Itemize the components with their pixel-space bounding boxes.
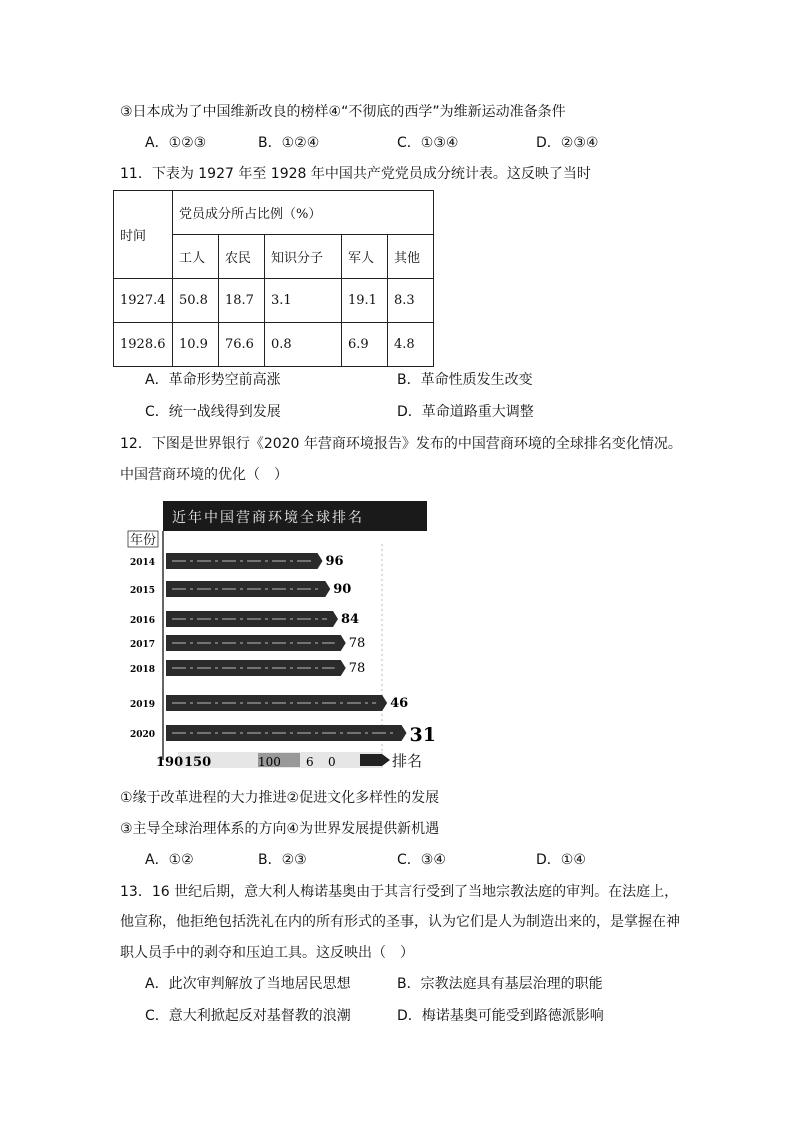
q12-options-line2: ③主导全球治理体系的方向④为世界发展提供新机遇 xyxy=(120,821,440,837)
group-header-cell: 党员成分所占比例（%） xyxy=(173,191,434,235)
q11-stats-table xyxy=(113,190,434,367)
x-axis-arrow xyxy=(360,754,390,766)
q11-choice-a: A．革命形势空前高涨 xyxy=(145,372,281,388)
bar-value-label: 46 xyxy=(390,696,409,711)
q11-choice-d: D．革命道路重大调整 xyxy=(397,404,534,420)
bar-category-label: 2016 xyxy=(130,616,156,626)
bar-category-label: 2017 xyxy=(130,640,156,650)
q13-choice-a: A．此次审判解放了当地居民思想 xyxy=(145,976,351,992)
q10-choice-a: A．①②③ xyxy=(145,135,207,151)
table-cell: 8.3 xyxy=(388,279,434,323)
column-header: 农民 xyxy=(219,235,265,279)
q12-choice-a: A．①② xyxy=(145,852,194,868)
table-cell: 4.8 xyxy=(388,323,434,367)
q10-choice-b: B．①②④ xyxy=(258,135,320,151)
chart-xlabel: 排名 xyxy=(392,752,423,770)
bars-group xyxy=(130,553,436,746)
q11-choice-b: B．革命性质发生改变 xyxy=(397,372,533,388)
q12-stem-line2: 中国营商环境的优化（ ） xyxy=(120,467,288,483)
q12-options-line1: ①缘于改革进程的大力推进②促进文化多样性的发展 xyxy=(120,790,440,806)
x-tick-label: 100 xyxy=(258,755,281,769)
q10-choice-d: D．②③④ xyxy=(536,135,599,151)
q10-options-line: ③日本成为了中国维新改良的榜样④“不彻底的西学”为维新运动准备条件 xyxy=(120,104,566,120)
bar-category-label: 2020 xyxy=(130,730,156,740)
x-tick-label: 150 xyxy=(184,755,212,770)
table-row xyxy=(114,279,434,323)
bar-category-label: 2018 xyxy=(130,665,156,675)
q13-choice-d: D．梅诺基奥可能受到路德派影响 xyxy=(397,1008,604,1024)
q12-choice-b: B．②③ xyxy=(258,852,307,868)
bar-value-label: 84 xyxy=(341,612,360,627)
chart-ylabel: 年份 xyxy=(130,533,157,548)
table-cell: 6.9 xyxy=(342,323,388,367)
q13-stem-line2: 他宣称，他拒绝包括洗礼在内的所有形式的圣事，认为它们是人为制造出来的，是掌握在神 xyxy=(120,914,680,930)
column-header: 工人 xyxy=(173,235,219,279)
table-cell: 10.9 xyxy=(173,323,219,367)
ranking-bar-chart xyxy=(120,498,440,776)
table-cell: 1928.6 xyxy=(114,323,173,367)
bar-value-label: 90 xyxy=(333,582,352,597)
x-tick-label: 0 xyxy=(328,755,336,769)
x-tick-label: 6 xyxy=(306,755,314,769)
table-cell: 0.8 xyxy=(265,323,342,367)
bar-category-label: 2014 xyxy=(130,558,156,568)
q13-stem-line1: 13．16 世纪后期，意大利人梅诺基奥由于其言行受到了当地宗教法庭的审判。在法庭上， xyxy=(120,884,679,900)
q13-choice-c: C．意大利掀起反对基督教的浪潮 xyxy=(145,1008,351,1024)
table-row xyxy=(114,323,434,367)
table-cell: 18.7 xyxy=(219,279,265,323)
column-header: 军人 xyxy=(342,235,388,279)
x-tick-label: 190 xyxy=(156,755,184,770)
q11-stem: 11．下表为 1927 年至 1928 年中国共产党党员成分统计表。这反映了当时 xyxy=(120,166,591,182)
bar-value-label: 96 xyxy=(325,554,344,569)
q12-choice-c: C．③④ xyxy=(397,852,446,868)
bar-category-label: 2015 xyxy=(130,586,156,596)
q13-stem-line3: 职人员手中的剥夺和压迫工具。这反映出（ ） xyxy=(120,945,414,961)
bar-value-label: 31 xyxy=(409,724,436,746)
q13-choice-b: B．宗教法庭具有基层治理的职能 xyxy=(397,976,603,992)
table-cell: 76.6 xyxy=(219,323,265,367)
time-header-cell: 时间 xyxy=(114,191,173,279)
table-cell: 19.1 xyxy=(342,279,388,323)
table-cell: 50.8 xyxy=(173,279,219,323)
column-header: 知识分子 xyxy=(265,235,342,279)
bar-value-label: 78 xyxy=(348,661,366,676)
chart-title: 近年中国营商环境全球排名 xyxy=(172,510,364,526)
column-header: 其他 xyxy=(388,235,434,279)
table-cell: 1927.4 xyxy=(114,279,173,323)
bar-category-label: 2019 xyxy=(130,700,156,710)
table-cell: 3.1 xyxy=(265,279,342,323)
q11-choice-c: C．统一战线得到发展 xyxy=(145,404,281,420)
q10-choice-c: C．①③④ xyxy=(397,135,459,151)
q12-choice-d: D．①④ xyxy=(536,852,586,868)
q12-stem-line1: 12．下图是世界银行《2020 年营商环境报告》发布的中国营商环境的全球排名变化情况。 xyxy=(120,436,682,452)
bar-value-label: 78 xyxy=(348,636,366,651)
